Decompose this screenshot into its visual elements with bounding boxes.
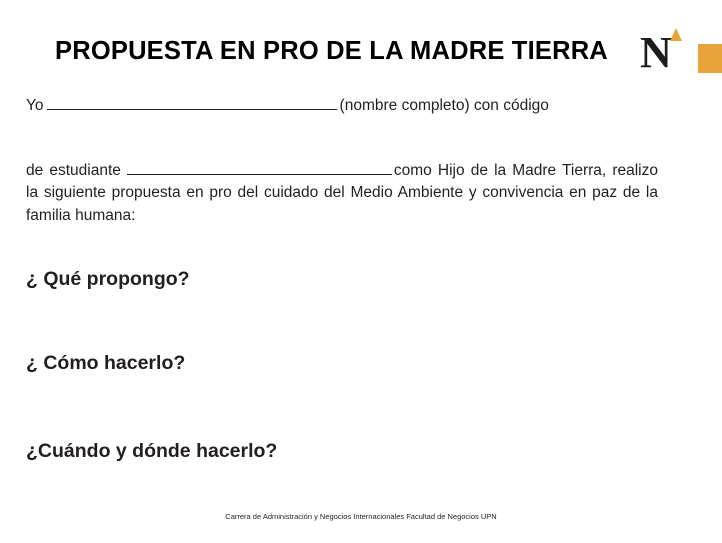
page-title: PROPUESTA EN PRO DE LA MADRE TIERRA: [55, 37, 608, 65]
footer-text: Carrera de Administración y Negocios Internacionales Facultad de Negocios UPN: [225, 512, 497, 521]
paragraph-student-line: [26, 160, 658, 227]
logo-accent-bar: [698, 44, 722, 73]
paragraph-1-prefix: Yo: [26, 97, 44, 114]
logo-letter: N: [640, 28, 672, 77]
question-how: ¿ Cómo hacerlo?: [26, 352, 186, 374]
upn-logo: [640, 28, 722, 83]
paragraph-2-suffix: como Hijo de la Madre Tierra, realizo la siguiente propuesta en pro del cuidado del Medio Ambiente y convivencia en paz de la familia humana:: [26, 162, 658, 224]
paragraph-1-suffix: (nombre completo) con código: [339, 97, 549, 114]
question-what: ¿ Qué propongo?: [26, 268, 190, 290]
paragraph-name-line: [26, 95, 666, 117]
student-code-blank-field[interactable]: [127, 161, 392, 175]
fullname-blank-field[interactable]: [47, 96, 337, 110]
paragraph-2-prefix: de estudiante: [26, 162, 121, 179]
question-when-where: ¿Cuándo y dónde hacerlo?: [26, 440, 278, 462]
